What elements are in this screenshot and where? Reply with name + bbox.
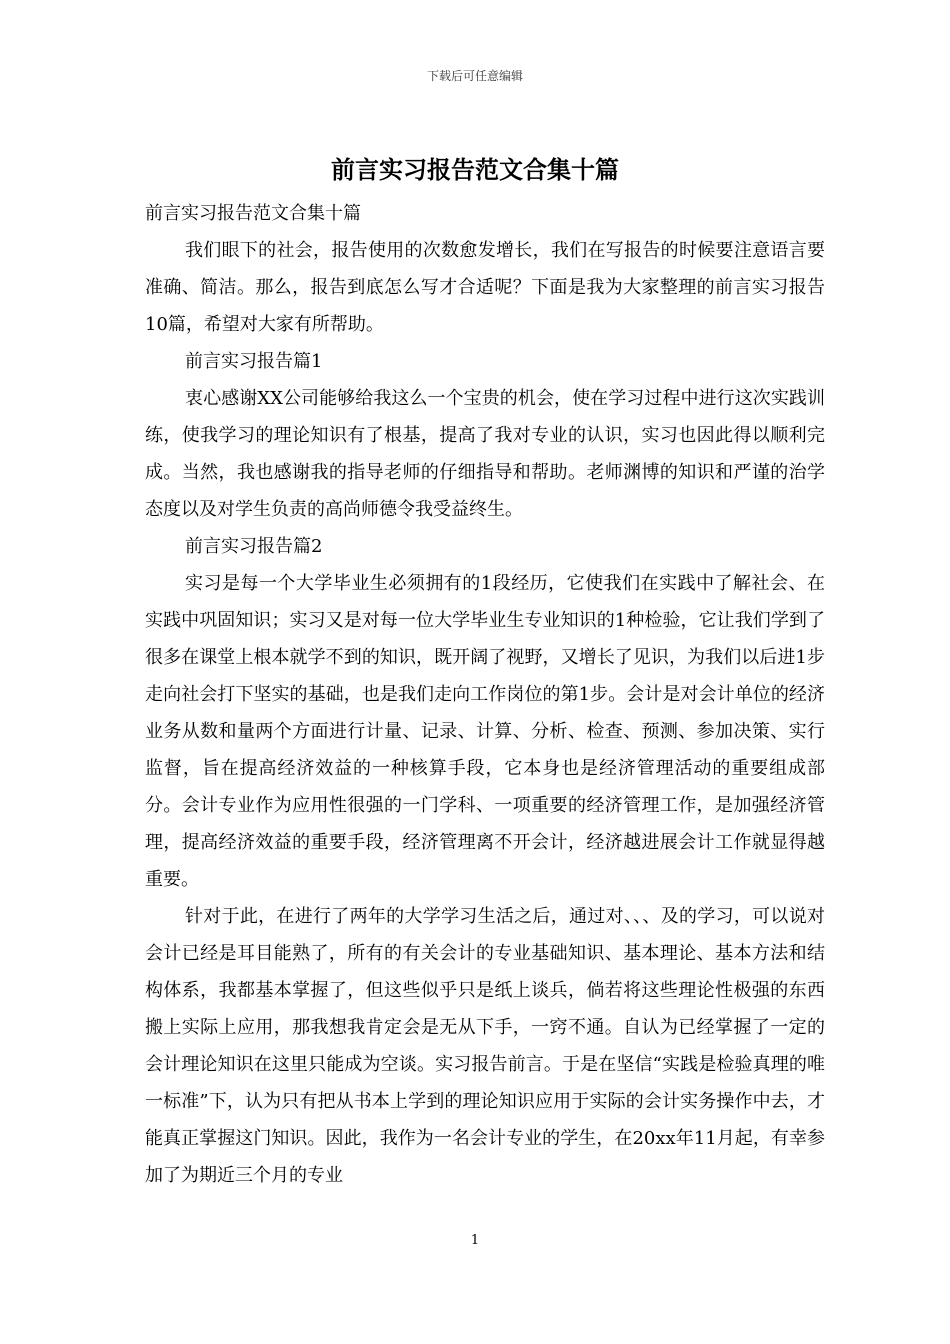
section-heading: 前言实习报告篇2 xyxy=(185,536,323,557)
page-number: 1 xyxy=(470,1233,480,1248)
paragraph: 实习是每一个大学毕业生必须拥有的1段经历，它使我们在实践中了解社会、在实践中巩固知识；实习又是对每一位大学毕业生专业知识的1种检验，它让我们学到了很多在课堂上根本就学不到的知识，既开阔了视野，又增长了见识，为我们以后进1步走向社会打下坚实的基础，也是我们走向工作岗位的第1步。会计是对会计单位的经济业务从数和量两个方面进行计量、记录、计算、分析、检查、预测、参加决策、实行监督，旨在提高经济效益的一种核算手段，它本身也是经济管理活动的重要组成部分。会计专业作为应用性很强的一门学科、一项重要的经济管理工作，是加强经济管理，提高经济效益的重要手段，经济管理离不开会计，经济越进展会计工作就显得越重要。 xyxy=(145,573,825,890)
header-note: 下载后可任意编辑 xyxy=(426,69,523,83)
paragraph: 针对于此，在进行了两年的大学学习生活之后，通过对、、、及的学习，可以说对会计已经是耳目能熟了，所有的有关会计的专业基础知识、基本理论、基本方法和结构体系，我都基本掌握了，但这些似乎只是纸上谈兵，倘若将这些理论性极强的东西搬上实际上应用，那我想我肯定会是无从下手，一窍不通。自认为已经掌握了一定的会计理论知识在这里只能成为空谈。实习报告前言。于是在坚信“实践是检验真理的唯一标准”下，认为只有把从书本上学到的理论知识应用于实际的会计实务操作中去，才能真正掌握这门知识。因此，我作为一名会计专业的学生，在20xx年11月起，有幸参加了为期近三个月的专业 xyxy=(145,906,825,1186)
paragraph: 衷心感谢XX公司能够给我这么一个宝贵的机会，使在学习过程中进行这次实践训练，使我学习的理论知识有了根基，提高了我对专业的认识，实习也因此得以顺利完成。当然，我也感谢我的指导老师的仔细指导和帮助。老师渊博的知识和严谨的治学态度以及对学生负责的高尚师德令我受益终生。 xyxy=(145,388,825,520)
section-heading: 前言实习报告篇1 xyxy=(185,351,323,372)
document-body xyxy=(145,195,825,1194)
paragraph: 前言实习报告范文合集十篇 xyxy=(145,203,361,224)
paragraph: 我们眼下的社会，报告使用的次数愈发增长，我们在写报告的时候要注意语言要准确、简洁。那么，报告到底怎么写才合适呢？下面是我为大家整理的前言实习报告10篇，希望对大家有所帮助。 xyxy=(145,240,825,335)
document-title: 前言实习报告范文合集十篇 xyxy=(331,155,619,184)
